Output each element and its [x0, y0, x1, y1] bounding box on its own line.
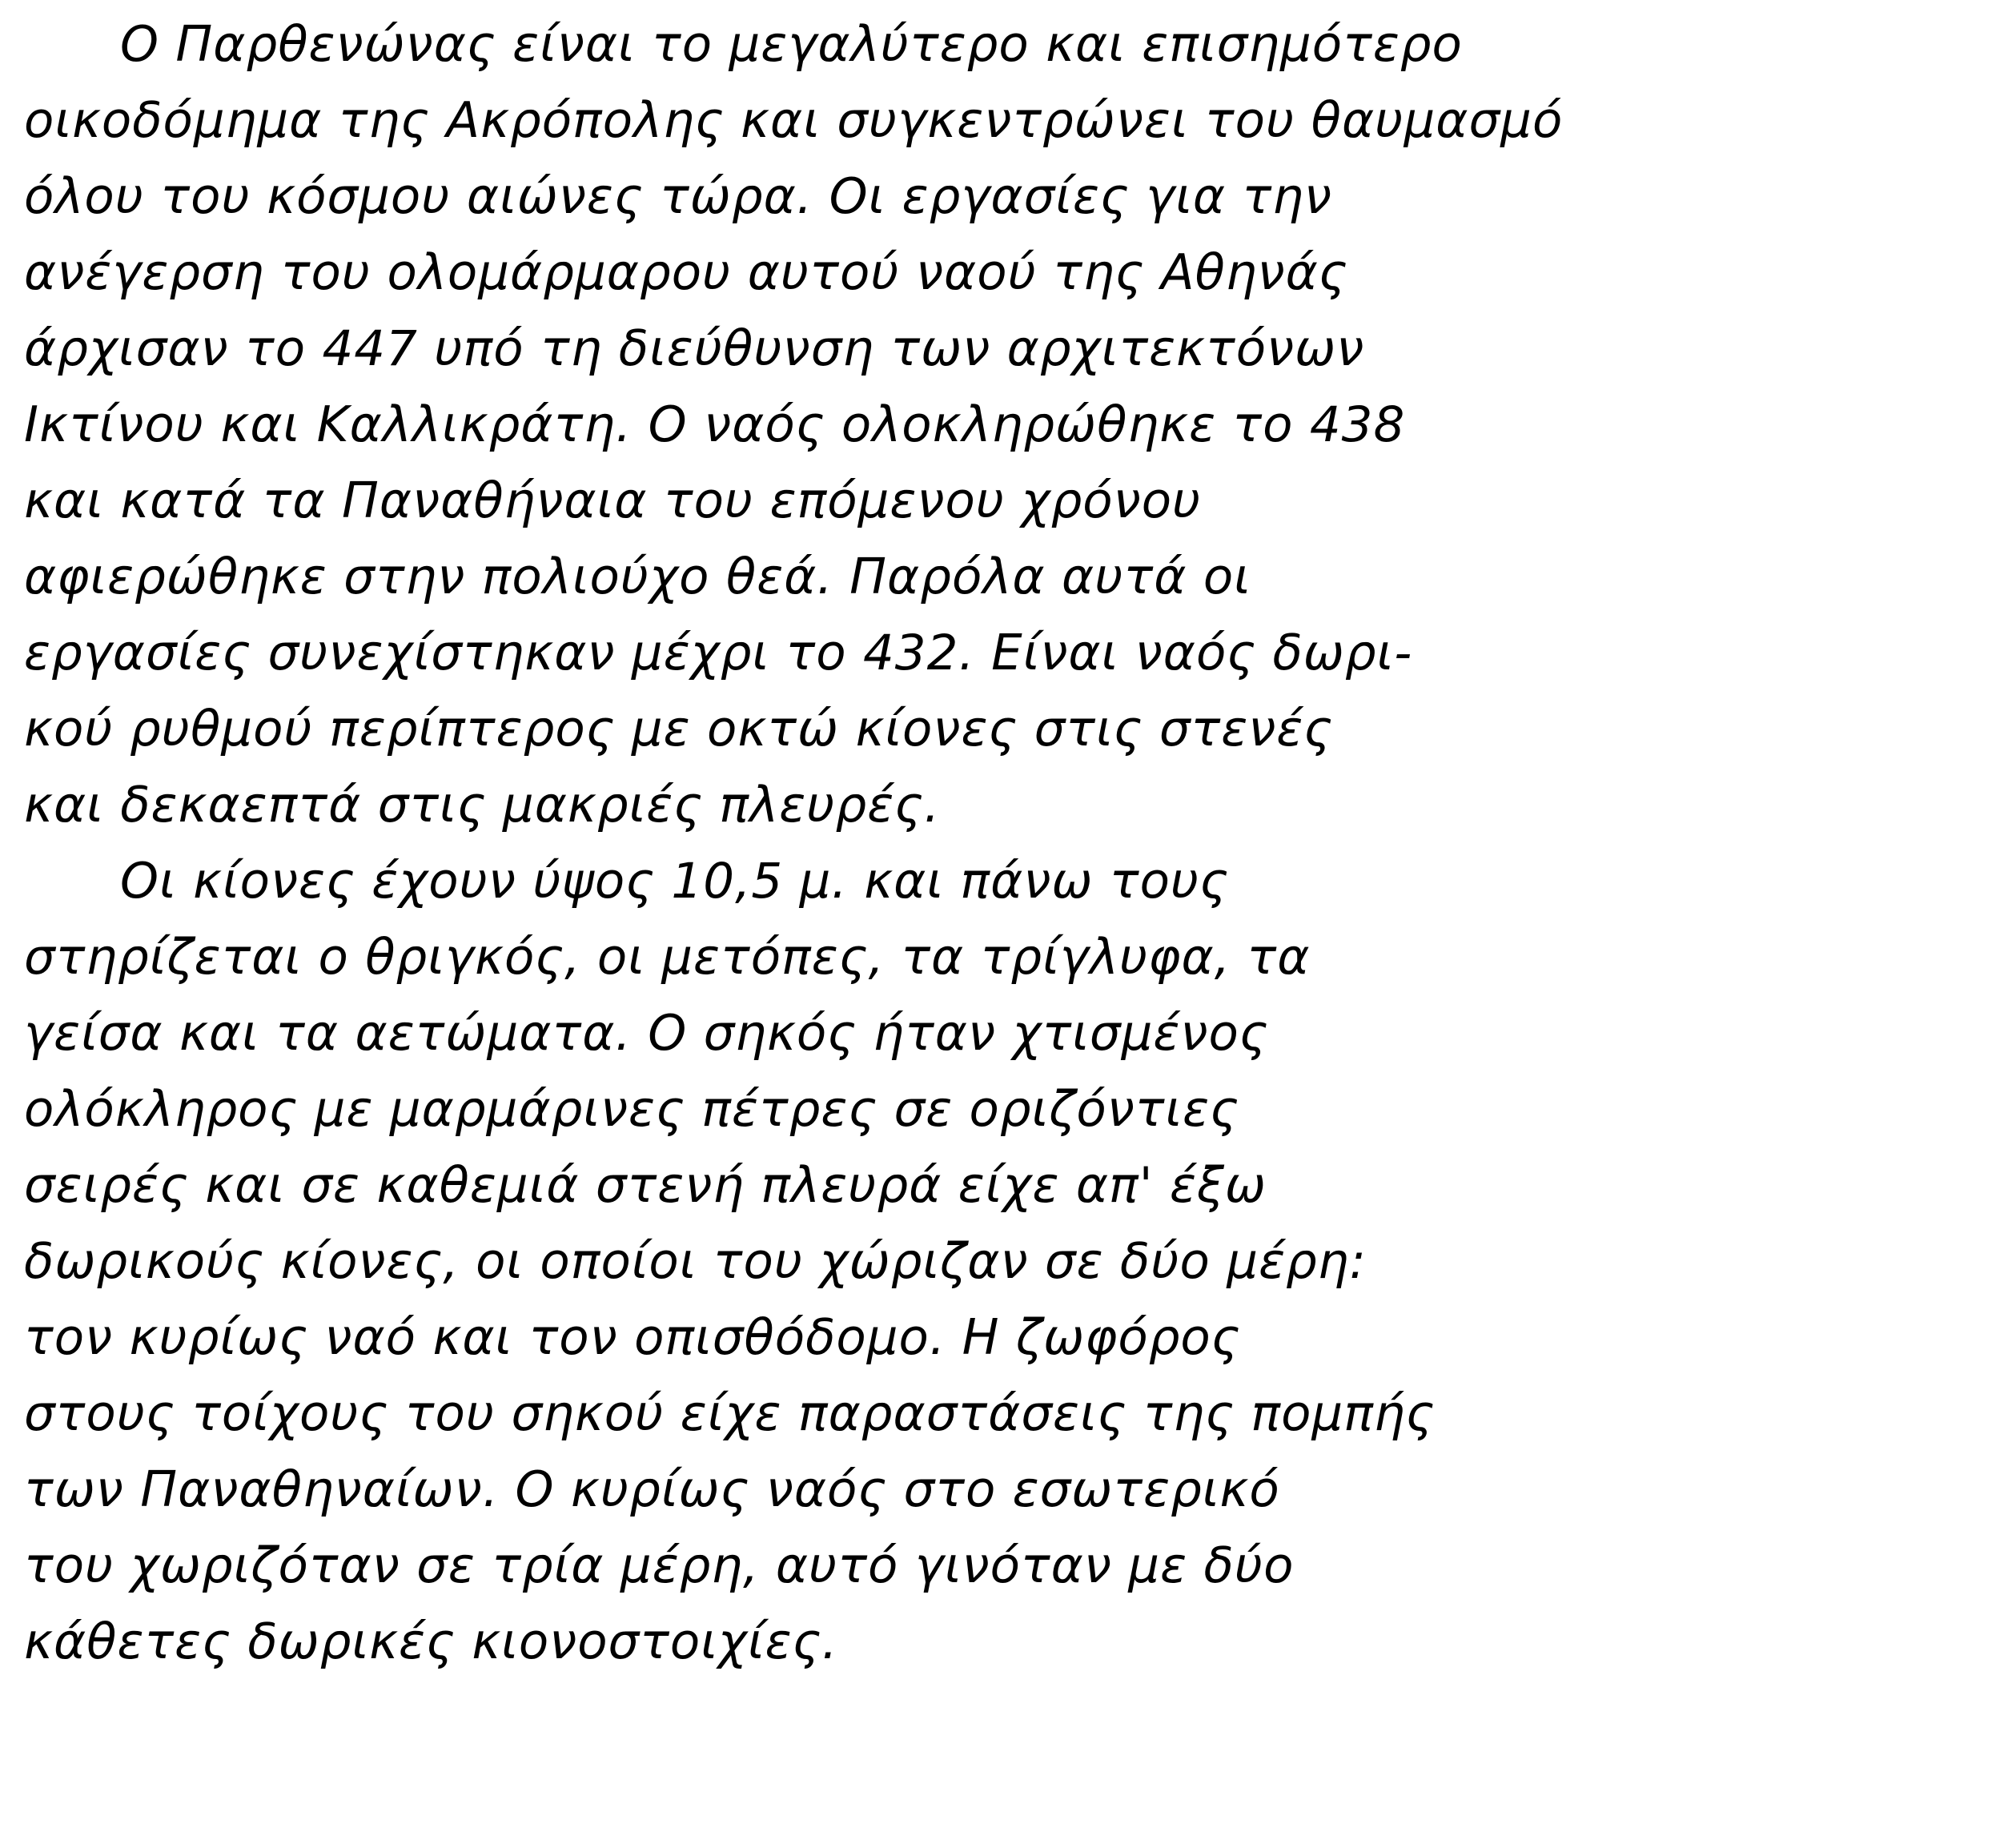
text-line: του χωριζόταν σε τρία μέρη, αυτό γινόταν με δύο	[24, 1537, 1295, 1594]
text-line: δωρικούς κίονες, οι οποίοι του χώριζαν σε δύο μέρη:	[24, 1233, 1367, 1290]
text-line: όλου του κόσμου αιώνες τώρα. Οι εργασίες για την	[24, 168, 1332, 225]
text-line: κάθετες δωρικές κιονοστοιχίες.	[24, 1613, 838, 1670]
text-line: αφιερώθηκε στην πολιούχο θεά. Παρόλα αυτά οι	[24, 548, 1251, 605]
text-line: οικοδόμημα της Ακρόπολης και συγκεντρώνει του θαυμασμό	[24, 92, 1564, 149]
text-line: Οι κίονες έχουν ύψος 10,5 μ. και πάνω τους	[120, 853, 1230, 910]
text-line: σειρές και σε καθεμιά στενή πλευρά είχε απ' έξω	[24, 1157, 1267, 1214]
text-line: τον κυρίως ναό και τον οπισθόδομο. Η ζωφόρος	[24, 1309, 1241, 1366]
text-line: και δεκαεπτά στις μακριές πλευρές.	[24, 777, 941, 834]
text-line: γείσα και τα αετώματα. Ο σηκός ήταν χτισμένος	[24, 1005, 1269, 1062]
paragraph-2	[24, 843, 1978, 1680]
text-line: ολόκληρος με μαρμάρινες πέτρες σε οριζόντιες	[24, 1081, 1239, 1138]
text-line: ανέγερση του ολομάρμαρου αυτού ναού της Αθηνάς	[24, 244, 1348, 301]
text-line: εργασίες συνεχίστηκαν μέχρι το 432. Είναι ναός δωρι-	[24, 625, 1413, 681]
text-line: άρχισαν το 447 υπό τη διεύθυνση των αρχιτεκτόνων	[24, 320, 1365, 377]
handwritten-text	[24, 6, 1978, 1680]
text-line: των Παναθηναίων. Ο κυρίως ναός στο εσωτερικό	[24, 1461, 1280, 1518]
text-line: στους τοίχους του σηκού είχε παραστάσεις της πομπής	[24, 1385, 1436, 1442]
paragraph-1	[24, 6, 1978, 843]
text-line: και κατά τα Παναθήναια του επόμενου χρόνου	[24, 472, 1202, 529]
text-line: στηρίζεται ο θριγκός, οι μετόπες, τα τρίγλυφα, τα	[24, 929, 1311, 986]
text-line: Ο Παρθενώνας είναι το μεγαλύτερο και επισημότερο	[120, 16, 1463, 73]
text-line: κού ρυθμού περίπτερος με οκτώ κίονες στις στενές	[24, 701, 1334, 757]
text-line: Ικτίνου και Καλλικράτη. Ο ναός ολοκληρώθηκε το 438	[24, 396, 1406, 453]
